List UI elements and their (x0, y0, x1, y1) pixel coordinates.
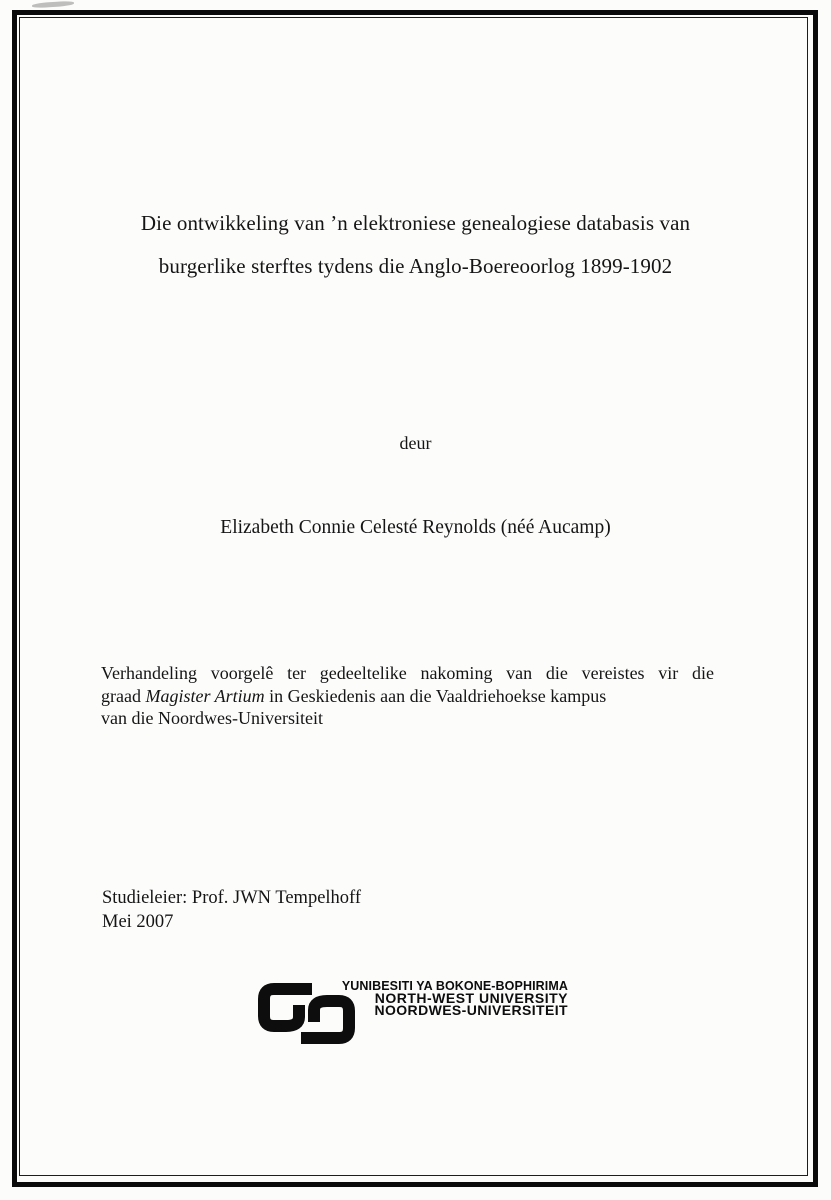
thesis-title-line-2: burgerlike sterftes tydens die Anglo-Boereoorlog 1899-1902 (158, 254, 673, 278)
submission-line-3: van die Noordwes-Universiteit (101, 708, 323, 728)
university-logo-text (342, 980, 568, 1016)
scan-smudge (32, 1, 74, 9)
byline-deur: deur (399, 433, 432, 453)
degree-name-italic: Magister Artium (145, 685, 265, 706)
thesis-title-line-1: Die ontwikkeling van ’n elektroniese genealogiese databasis van (140, 211, 691, 235)
thesis-title (0, 202, 831, 288)
submission-line-2 (101, 685, 714, 708)
supervisor-line: Studieleier: Prof. JWN Tempelhoff (102, 888, 362, 908)
author-name: Elizabeth Connie Celesté Reynolds (néé Aucamp) (220, 517, 611, 538)
submission-line-2-pre: graad (101, 685, 146, 706)
logo-text-setswana: YUNIBESITI YA BOKONE-BOPHIRIMA (341, 979, 568, 993)
logo-text-afrikaans: NOORDWES-UNIVERSITEIT (374, 1002, 568, 1018)
submission-line-2-post: in Geskiedenis aan die Vaaldriehoekse kampus (264, 685, 607, 706)
logo-text-english: NORTH-WEST UNIVERSITY (374, 990, 568, 1006)
supervisor-block (102, 886, 361, 934)
submission-statement (101, 662, 714, 730)
nwu-interlocked-links-icon (258, 981, 355, 1046)
submission-line-1: Verhandeling voorgelê ter gedeeltelike nakoming van die vereistes vir die (101, 663, 714, 683)
date-line: Mei 2007 (102, 912, 174, 932)
